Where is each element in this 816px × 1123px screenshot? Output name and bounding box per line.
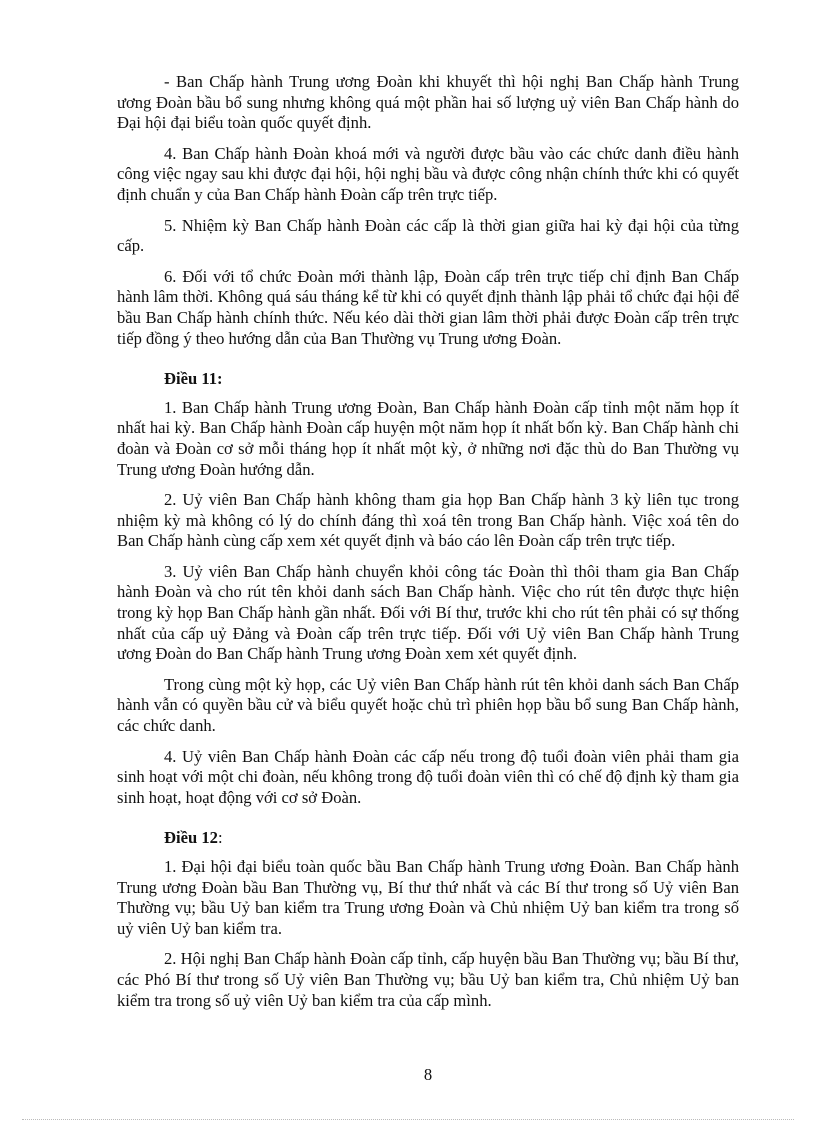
page-bottom-divider	[22, 1119, 794, 1120]
paragraph: 4. Uỷ viên Ban Chấp hành Đoàn các cấp nếu trong độ tuổi đoàn viên phải tham gia sinh hoạt với một chi đoàn, nếu không trong độ tuổi đoàn viên thì có chế độ định kỳ tham gia sinh hoạt, hoạt động với cơ sở Đoàn.	[117, 746, 739, 807]
paragraph: 6. Đối với tổ chức Đoàn mới thành lập, Đoàn cấp trên trực tiếp chỉ định Ban Chấp hành lâm thời. Không quá sáu tháng kể từ khi có quyết định thành lập phải tổ chức đại hội để bầu Ban Chấp hành chính thức. Nếu kéo dài thời gian lâm thời phải được Đoàn cấp trên trực tiếp đồng ý theo hướng dẫn của Ban Thường vụ Trung ương Đoàn.	[117, 266, 739, 348]
article-heading-11	[164, 369, 739, 390]
article-heading-text: Điều 12	[164, 828, 218, 848]
paragraph: 2. Hội nghị Ban Chấp hành Đoàn cấp tỉnh, cấp huyện bầu Ban Thường vụ; bầu Bí thư, các Phó Bí thư trong số Uỷ viên Ban Thường vụ; bầu Uỷ ban kiểm tra, Chủ nhiệm Uỷ ban kiểm tra trong số uỷ viên Uỷ ban kiểm tra của cấp mình.	[117, 949, 739, 1010]
paragraph: 1. Đại hội đại biểu toàn quốc bầu Ban Chấp hành Trung ương Đoàn. Ban Chấp hành Trung ương Đoàn bầu Ban Thường vụ, Bí thư thứ nhất và các Bí thư trong số Uỷ viên Ban Thường vụ; bầu Uỷ ban kiểm tra Trung ương Đoàn và Chủ nhiệm Uỷ ban kiểm tra trong số uỷ viên Uỷ ban kiểm tra.	[117, 857, 739, 938]
document-page	[117, 72, 739, 1021]
paragraph: 2. Uỷ viên Ban Chấp hành không tham gia họp Ban Chấp hành 3 kỳ liên tục trong nhiệm kỳ mà không có lý do chính đáng thì xoá tên trong Ban Chấp hành. Việc xoá tên do Ban Chấp hành cùng cấp xem xét quyết định và báo cáo lên Đoàn cấp trên trực tiếp.	[117, 490, 739, 551]
paragraph: - Ban Chấp hành Trung ương Đoàn khi khuyết thì hội nghị Ban Chấp hành Trung ương Đoàn bầu bổ sung nhưng không quá một phần hai số lượng uỷ viên Ban Chấp hành do Đại hội đại biểu toàn quốc quyết định.	[117, 72, 739, 133]
article-heading-text: Điều 11:	[164, 369, 223, 389]
paragraph: Trong cùng một kỳ họp, các Uỷ viên Ban Chấp hành rút tên khỏi danh sách Ban Chấp hành vẫn có quyền bầu cử và biểu quyết hoặc chủ trì phiên họp bầu bổ sung Ban Chấp hành, các chức danh.	[117, 674, 739, 736]
article-heading-12	[164, 828, 739, 849]
article-heading-colon: :	[217, 828, 223, 848]
paragraph: 1. Ban Chấp hành Trung ương Đoàn, Ban Chấp hành Đoàn cấp tỉnh một năm họp ít nhất hai kỳ. Ban Chấp hành Đoàn cấp huyện một năm họp ít nhất bốn kỳ. Ban Chấp hành chi đoàn và Đoàn cơ sở mỗi tháng họp ít nhất một kỳ, ở những nơi đặc thù do Ban Thường vụ Trung ương Đoàn hướng dẫn.	[117, 397, 739, 479]
page-number: 8	[423, 1065, 433, 1084]
paragraph: 3. Uỷ viên Ban Chấp hành chuyển khỏi công tác Đoàn thì thôi tham gia Ban Chấp hành Đoàn và cho rút tên khỏi danh sách Ban Chấp hành. Việc cho rút tên được thực hiện trong kỳ họp Ban Chấp hành gần nhất. Đối với Bí thư, trước khi cho rút tên phải có sự thống nhất của cấp uỷ Đảng và Đoàn cấp trên trực tiếp. Đối với Uỷ viên Ban Chấp hành Trung ương Đoàn do Ban Chấp hành Trung ương Đoàn xem xét quyết định.	[117, 561, 739, 664]
paragraph: 4. Ban Chấp hành Đoàn khoá mới và người được bầu vào các chức danh điều hành công việc ngay sau khi được đại hội, hội nghị bầu và được công nhận chính thức khi có quyết định chuẩn y của Ban Chấp hành Đoàn cấp trên trực tiếp.	[117, 143, 739, 204]
paragraph: 5. Nhiệm kỳ Ban Chấp hành Đoàn các cấp là thời gian giữa hai kỳ đại hội của từng cấp.	[117, 215, 739, 256]
